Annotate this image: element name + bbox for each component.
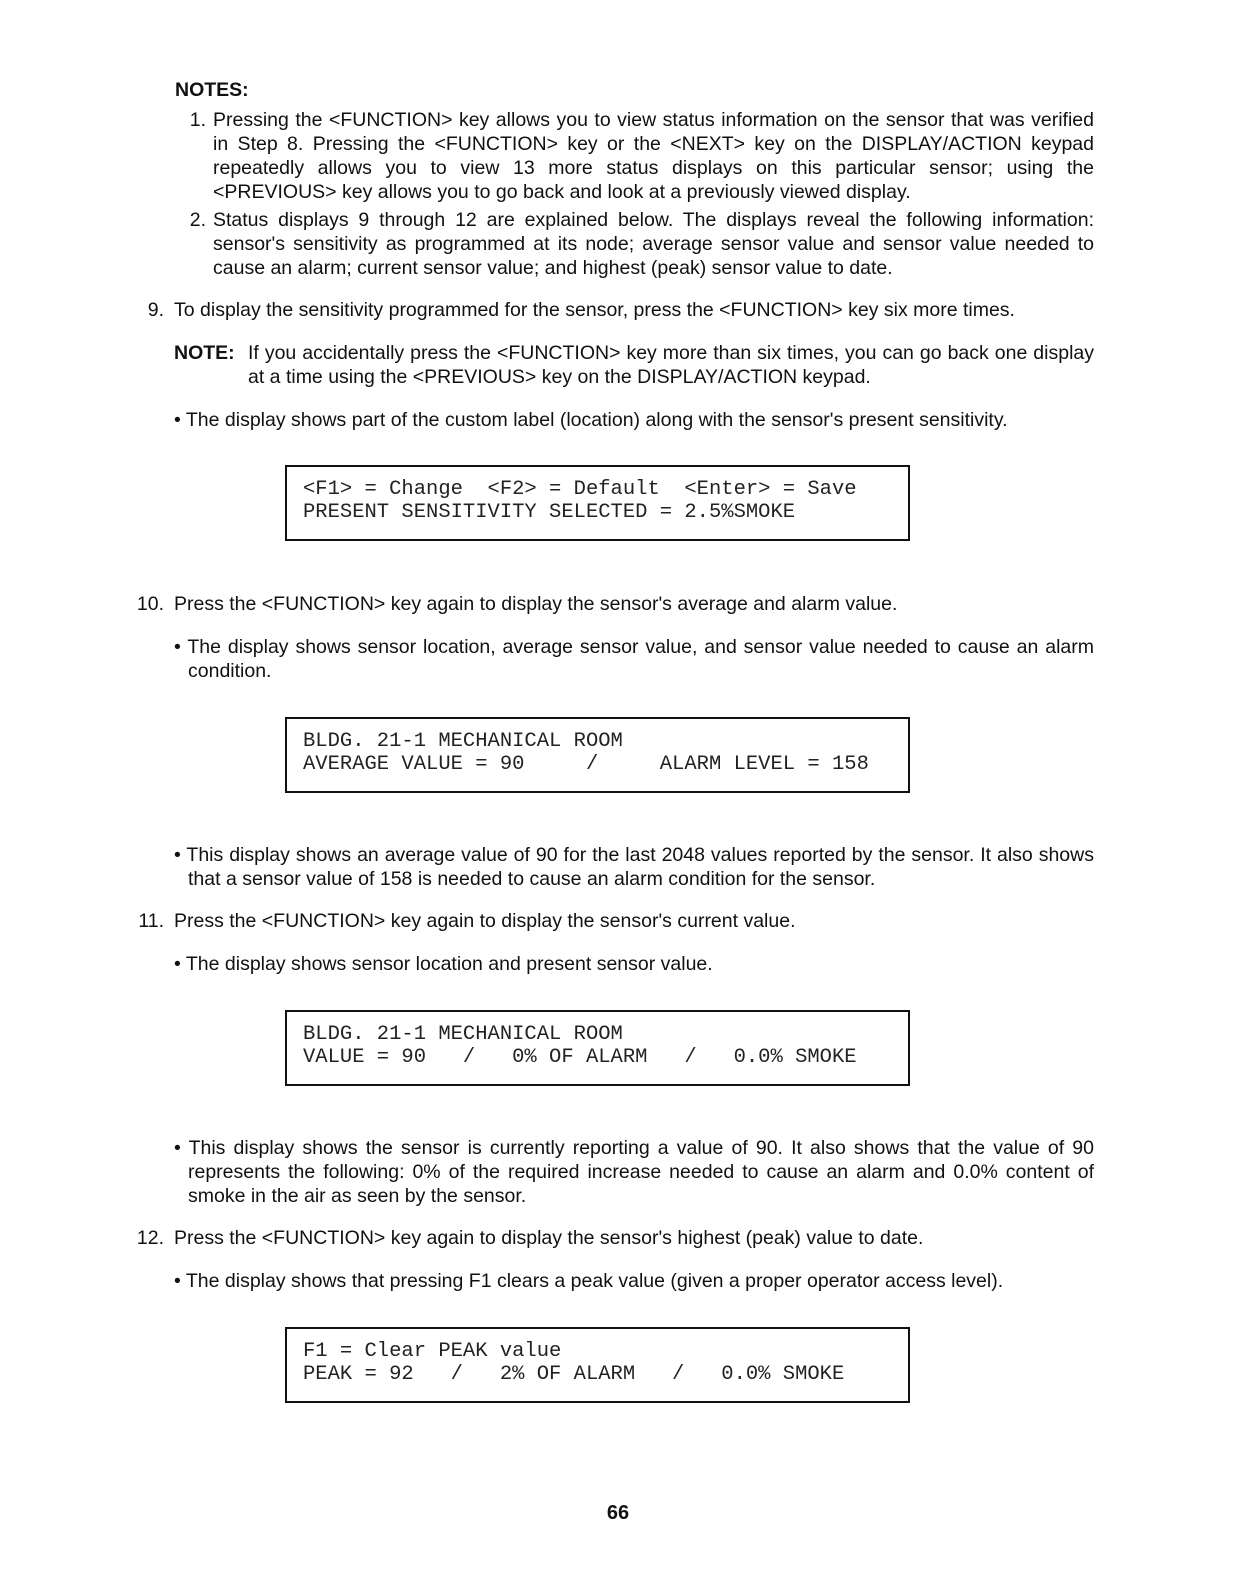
step-9-number: 9. <box>147 299 164 321</box>
step-10-bullet-line-2: condition. <box>188 660 272 682</box>
note-1-line-1: Pressing the <FUNCTION> key allows you to view status information on the sensor that was verified <box>213 109 1094 131</box>
step-11-after-line-1: • This display shows the sensor is currently reporting a value of 90. It also shows that the value of 90 <box>174 1137 1094 1159</box>
step-12-bullet: • The display shows that pressing F1 clears a peak value (given a proper operator access level). <box>174 1270 1004 1292</box>
note-2-number: 2. <box>189 209 206 231</box>
display-line-1: F1 = Clear PEAK value <box>303 1340 562 1363</box>
page-number: 66 <box>606 1502 630 1524</box>
notes-heading: NOTES: <box>175 79 249 101</box>
display-line-2: PEAK = 92 / 2% OF ALARM / 0.0% SMOKE <box>303 1363 845 1386</box>
display-line-2: AVERAGE VALUE = 90 / ALARM LEVEL = 158 <box>303 753 869 776</box>
step-10-bullet-line-1: • The display shows sensor location, average sensor value, and sensor value needed to cause an alarm <box>174 636 1094 658</box>
peak-display-panel <box>285 1327 910 1403</box>
step-9-text: To display the sensitivity programmed for the sensor, press the <FUNCTION> key six more times. <box>174 299 1015 321</box>
sensitivity-display-panel <box>285 465 910 541</box>
step-9-note-line-2: at a time using the <PREVIOUS> key on the DISPLAY/ACTION keypad. <box>248 366 871 388</box>
step-11-text: Press the <FUNCTION> key again to display the sensor's current value. <box>174 910 796 932</box>
display-line-1: BLDG. 21-1 MECHANICAL ROOM <box>303 730 623 753</box>
display-line-2: PRESENT SENSITIVITY SELECTED = 2.5%SMOKE <box>303 501 796 524</box>
step-9-bullet: • The display shows part of the custom label (location) along with the sensor's present sensitivity. <box>174 409 1008 431</box>
note-2-line-3: cause an alarm; current sensor value; and highest (peak) sensor value to date. <box>213 257 893 279</box>
step-11-after-line-2: represents the following: 0% of the required increase needed to cause an alarm and 0.0% content of <box>188 1161 1094 1183</box>
step-12-number: 12. <box>136 1227 164 1249</box>
step-12-text: Press the <FUNCTION> key again to display the sensor's highest (peak) value to date. <box>174 1227 924 1249</box>
step-11-bullet: • The display shows sensor location and present sensor value. <box>174 953 713 975</box>
note-2-line-1: Status displays 9 through 12 are explained below. The displays reveal the following information: <box>213 209 1094 231</box>
step-10-after-line-1: • This display shows an average value of 90 for the last 2048 values reported by the sensor. It also shows <box>174 844 1094 866</box>
note-1-number: 1. <box>189 109 206 131</box>
note-1-line-4: <PREVIOUS> key allows you to go back and look at a previously viewed display. <box>213 181 911 203</box>
step-9-note-label: NOTE: <box>174 342 235 364</box>
average-display-panel <box>285 717 910 793</box>
display-line-1: <F1> = Change <F2> = Default <Enter> = Save <box>303 478 857 501</box>
note-1-line-2: in Step 8. Pressing the <FUNCTION> key or the <NEXT> key on the DISPLAY/ACTION keypad <box>213 133 1094 155</box>
note-2-line-2: sensor's sensitivity as programmed at its node; average sensor value and sensor value needed to <box>213 233 1094 255</box>
step-11-number: 11. <box>138 910 164 932</box>
note-1-line-3: repeatedly allows you to view 13 more status displays on this particular sensor; using the <box>213 157 1094 179</box>
step-10-after-line-2: that a sensor value of 158 is needed to cause an alarm condition for the sensor. <box>188 868 876 890</box>
current-value-display-panel <box>285 1010 910 1086</box>
step-11-after-line-3: smoke in the air as seen by the sensor. <box>188 1185 527 1207</box>
display-line-2: VALUE = 90 / 0% OF ALARM / 0.0% SMOKE <box>303 1046 857 1069</box>
display-line-1: BLDG. 21-1 MECHANICAL ROOM <box>303 1023 623 1046</box>
step-10-text: Press the <FUNCTION> key again to display the sensor's average and alarm value. <box>174 593 898 615</box>
step-9-note-line-1: If you accidentally press the <FUNCTION> key more than six times, you can go back one display <box>248 342 1094 364</box>
step-10-number: 10. <box>136 593 164 615</box>
